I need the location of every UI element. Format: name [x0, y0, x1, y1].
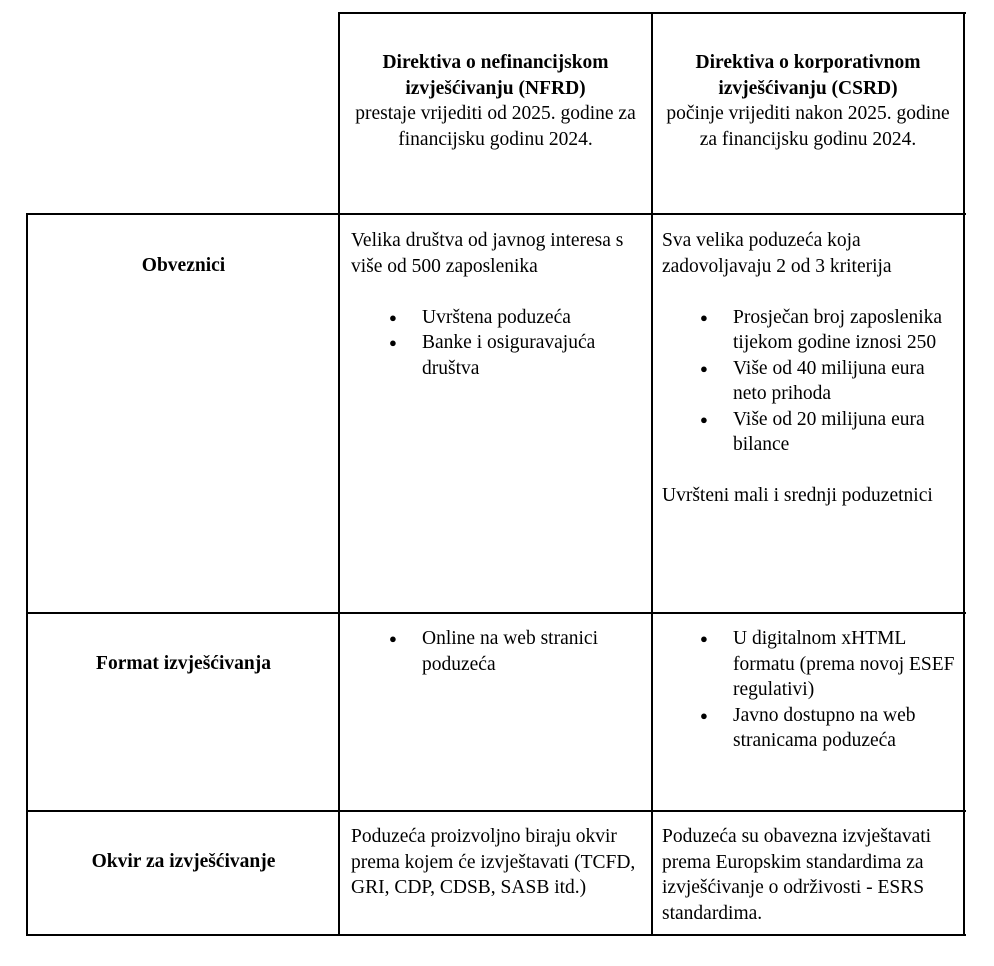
list-item: ● Više od 20 milijuna eura bilance: [662, 407, 958, 458]
header-csrd-title: Direktiva o korporativnom izvješćivanju (CSRD): [695, 52, 921, 99]
border-header-bottom: [26, 213, 966, 215]
obveznici-nfrd-cell: [339, 228, 652, 381]
list-item: ● Više od 40 milijuna eura neto prihoda: [662, 356, 958, 407]
format-nfrd-list: [351, 626, 644, 677]
header-nfrd-title: Direktiva o nefinancijskom izvješćivanju (NFRD): [382, 52, 609, 99]
list-item: ● U digitalnom xHTML formatu (prema novoj ESEF regulativi): [662, 626, 958, 703]
border-row1-bottom: [26, 612, 966, 614]
okvir-nfrd-cell: [339, 824, 652, 901]
header-nfrd-subtitle: prestaje vrijediti od 2025. godine za financijsku godinu 2024.: [355, 103, 636, 150]
list-item: ● Prosječan broj zaposlenika tijekom godine iznosi 250: [662, 305, 958, 356]
obveznici-nfrd-intro: Velika društva od javnog interesa s više od 500 zaposlenika: [351, 230, 624, 277]
obveznici-csrd-cell: [652, 228, 964, 509]
list-item: ● Banke i osiguravajuća društva: [351, 330, 644, 381]
okvir-csrd-cell: [652, 824, 964, 926]
obveznici-csrd-intro: Sva velika poduzeća koja zadovoljavaju 2 od 3 kriterija: [662, 230, 892, 277]
header-csrd-subtitle: počinje vrijediti nakon 2025. godine za financijsku godinu 2024.: [666, 103, 950, 150]
header-csrd: [653, 50, 963, 152]
obveznici-csrd-outro: Uvršteni mali i srednji poduzetnici: [662, 485, 933, 506]
row-label-okvir: Okvir za izvješćivanje: [91, 851, 276, 872]
row-label-obveznici: Obveznici: [141, 255, 226, 276]
border-bottom: [26, 934, 966, 936]
border-left: [26, 213, 28, 936]
row-label-format: Format izvješćivanja: [96, 653, 271, 674]
list-item: ● Javno dostupno na web stranicama poduzeća: [662, 703, 958, 754]
format-csrd-list: [662, 626, 958, 754]
format-csrd-cell: [652, 626, 964, 754]
list-item: ● Uvrštena poduzeća: [351, 305, 644, 331]
obveznici-csrd-list: [662, 305, 958, 458]
list-item: ● Online na web stranici poduzeća: [351, 626, 644, 677]
okvir-csrd-text: Poduzeća su obavezna izvještavati prema Europskim standardima za izvješćivanje o održivosti - ESRS standardima.: [662, 826, 932, 924]
border-row2-bottom: [26, 810, 966, 812]
header-nfrd: [340, 50, 651, 152]
okvir-nfrd-text: Poduzeća proizvoljno biraju okvir prema kojem će izvještavati (TCFD, GRI, CDP, CDSB, SASB itd.): [351, 826, 636, 898]
obveznici-nfrd-list: [351, 305, 644, 382]
format-nfrd-cell: [339, 626, 652, 677]
